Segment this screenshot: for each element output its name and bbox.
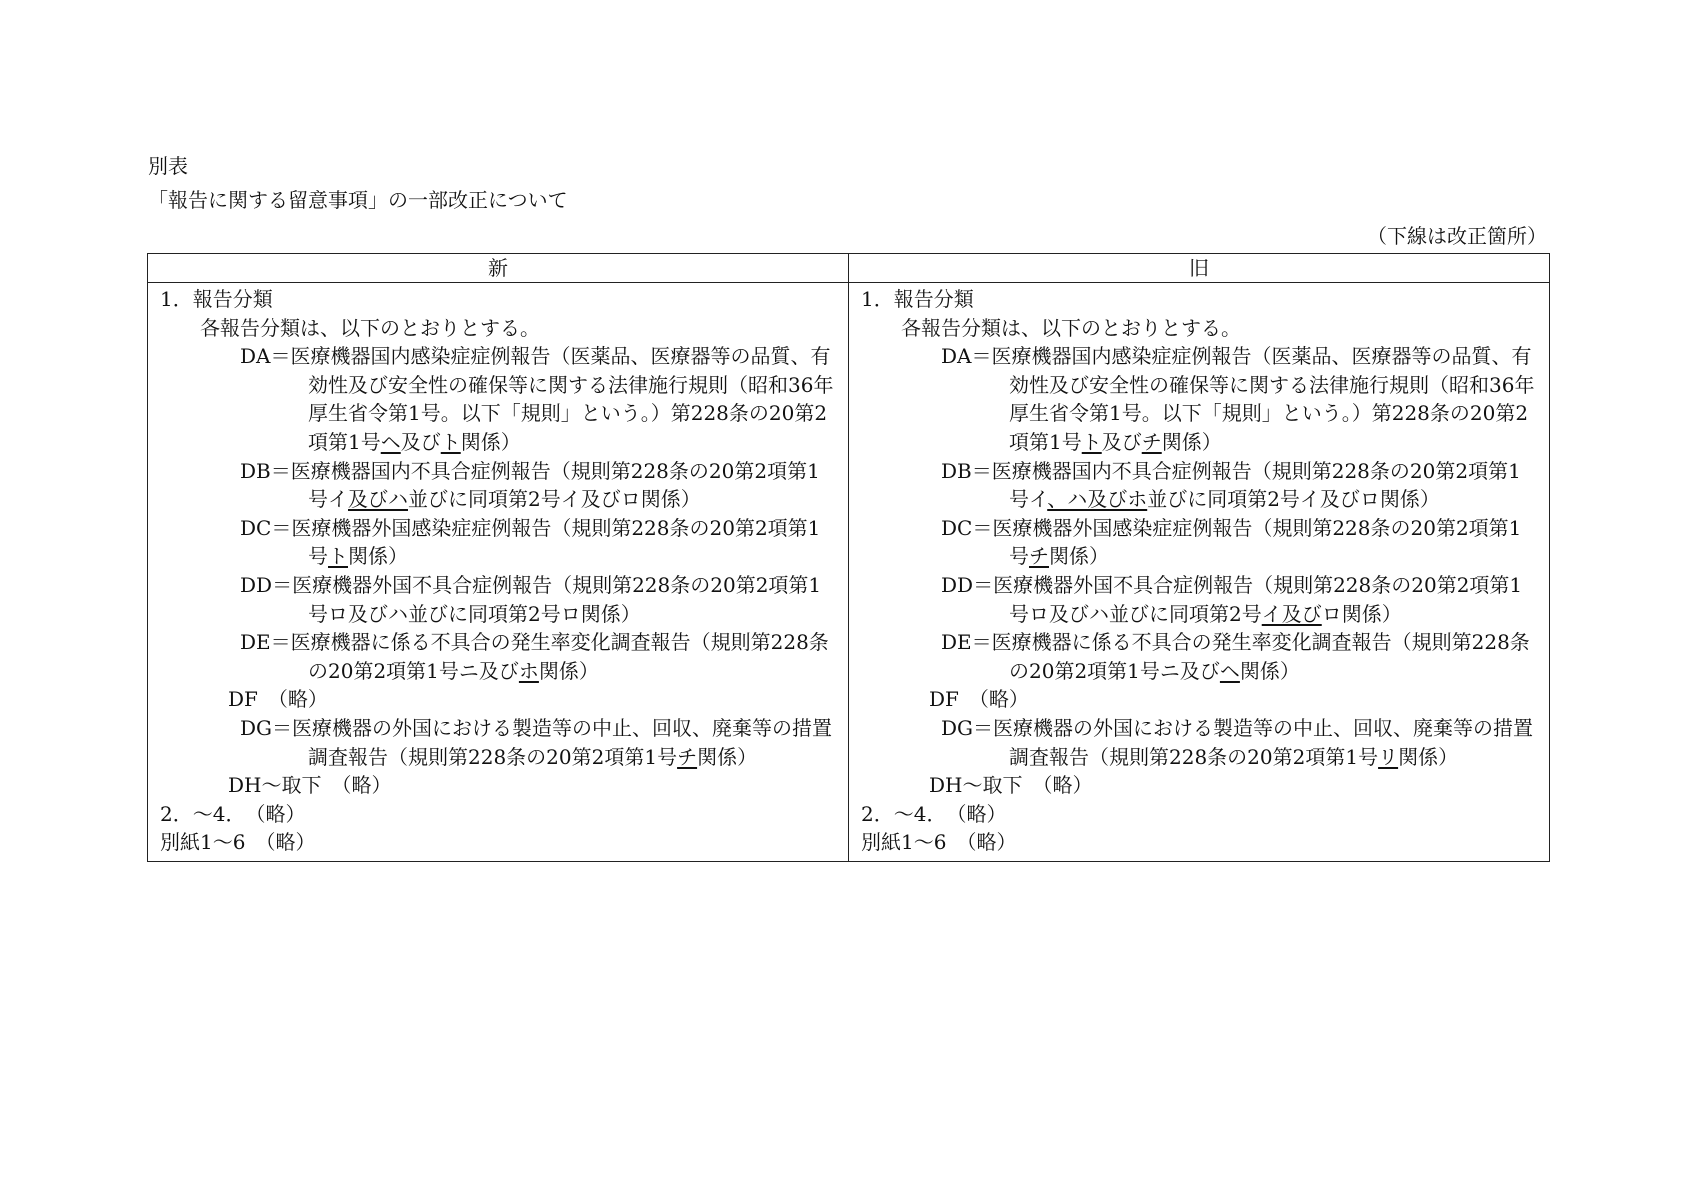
entry-text: DH～取下 （略）	[228, 773, 392, 798]
underlined-revision: ト	[1081, 429, 1102, 454]
entry-text: DE＝医療機器に係る不具合の発生率変化調査報告（規則第228条の20第2項第1号ニ及び	[240, 630, 829, 683]
new-entry	[160, 800, 838, 829]
entry-text: 各報告分類は、以下のとおりとする。	[901, 315, 1241, 340]
old-entry	[861, 771, 1539, 800]
old-entry	[861, 828, 1539, 857]
column-header-old: 旧	[849, 254, 1550, 283]
entry-text: 関係）	[1161, 429, 1222, 454]
entry-text: 関係）	[697, 744, 758, 769]
old-entry	[861, 571, 1539, 628]
entry-text: 1．報告分類	[861, 287, 974, 311]
new-entry	[160, 571, 838, 628]
entry-text: DF （略）	[228, 687, 328, 712]
underlined-revision: ヘ	[1219, 658, 1240, 683]
new-entry	[160, 314, 838, 343]
old-entry	[861, 800, 1539, 829]
entry-text: ロ関係）	[1321, 601, 1402, 626]
entry-text: DC＝医療機器外国感染症症例報告（規則第228条の20第2項第1号	[240, 515, 821, 569]
old-entry	[861, 714, 1539, 771]
new-entry	[160, 457, 838, 514]
new-entry	[160, 628, 838, 685]
underlined-revision: チ	[1029, 544, 1049, 569]
entry-text: 並びに同項第2号イ及びロ関係）	[408, 487, 701, 512]
entry-text: DH～取下 （略）	[929, 773, 1093, 798]
underlined-revision: チ	[1141, 429, 1162, 454]
new-entry	[160, 828, 838, 857]
entry-text: 別紙1～6 （略）	[861, 830, 1017, 855]
old-entry	[861, 628, 1539, 685]
new-entry	[160, 771, 838, 800]
entry-text: DC＝医療機器外国感染症症例報告（規則第228条の20第2項第1号	[941, 515, 1522, 569]
entry-text: 2．～4． （略）	[160, 801, 306, 826]
table-body-row	[148, 283, 1550, 862]
entry-text: 2．～4． （略）	[861, 801, 1007, 826]
new-text-cell	[148, 283, 849, 862]
new-entries	[160, 285, 838, 857]
entry-text: DB＝医療機器国内不具合症例報告（規則第228条の20第2項第1号イ	[941, 458, 1521, 512]
entry-text: DG＝医療機器の外国における製造等の中止、回収、廃棄等の措置調査報告（規則第228条の20第2項第1号	[240, 715, 833, 769]
entry-text: 別紙1～6 （略）	[160, 830, 316, 855]
entry-text: DE＝医療機器に係る不具合の発生率変化調査報告（規則第228条の20第2項第1号ニ及び	[941, 630, 1530, 683]
entry-text: DG＝医療機器の外国における製造等の中止、回収、廃棄等の措置調査報告（規則第228条の20第2項第1号	[941, 715, 1534, 769]
underlined-revision: ヘ	[380, 429, 401, 454]
document-label: 別表	[148, 154, 188, 178]
new-entry	[160, 685, 838, 714]
entry-text: 関係）	[1239, 658, 1300, 683]
old-text-cell	[849, 283, 1550, 862]
entry-text: DA＝医療機器国内感染症症例報告（医薬品、医療器等の品質、有効性及び安全性の確保等に関する法律施行規則（昭和36年厚生省令第1号。以下「規則」という。）第228条の20第2項第1号	[941, 344, 1535, 454]
underlined-revision: イ及び	[1261, 601, 1322, 626]
entry-text: DF （略）	[929, 687, 1029, 712]
old-entry	[861, 514, 1539, 571]
entry-text: 及び	[400, 429, 441, 454]
new-entry	[160, 714, 838, 771]
entry-text: DB＝医療機器国内不具合症例報告（規則第228条の20第2項第1号イ	[240, 458, 820, 512]
old-entry	[861, 314, 1539, 343]
entry-text: 各報告分類は、以下のとおりとする。	[200, 315, 540, 340]
underlined-revision: チ	[677, 744, 698, 769]
table-header-row	[148, 254, 1550, 283]
underlined-revision: ホ	[518, 658, 539, 683]
underlined-revision: リ	[1378, 744, 1399, 769]
entry-text: DD＝医療機器外国不具合症例報告（規則第228条の20第2項第1号ロ及びハ並びに同項第2号	[941, 572, 1523, 626]
column-header-new: 新	[148, 254, 849, 283]
underlined-revision: ト	[328, 544, 348, 569]
underlined-revision: ト	[440, 429, 461, 454]
old-entry	[861, 285, 1539, 314]
new-entry	[160, 285, 838, 314]
comparison-table	[147, 253, 1550, 862]
entry-text: 関係）	[538, 658, 599, 683]
entry-text: 及び	[1101, 429, 1142, 454]
document-title: 「報告に関する留意事項」の一部改正について	[148, 188, 568, 212]
old-entries	[861, 285, 1539, 857]
underline-note: （下線は改正箇所）	[1367, 224, 1547, 248]
new-entry	[160, 342, 838, 456]
underlined-revision: 及びハ	[348, 487, 408, 512]
entry-text: 1．報告分類	[160, 287, 273, 311]
entry-text: DD＝医療機器外国不具合症例報告（規則第228条の20第2項第1号ロ及びハ並びに同項第2号ロ関係）	[240, 572, 822, 626]
entry-text: 並びに同項第2号イ及びロ関係）	[1147, 487, 1440, 512]
entry-text: 関係）	[1398, 744, 1459, 769]
entry-text: DA＝医療機器国内感染症症例報告（医薬品、医療器等の品質、有効性及び安全性の確保等に関する法律施行規則（昭和36年厚生省令第1号。以下「規則」という。）第228条の20第2項第1号	[240, 344, 834, 454]
entry-text: 関係）	[1049, 544, 1109, 569]
underlined-revision: 、ハ及びホ	[1047, 487, 1148, 512]
old-entry	[861, 457, 1539, 514]
old-entry	[861, 342, 1539, 456]
old-entry	[861, 685, 1539, 714]
entry-text: 関係）	[348, 544, 408, 569]
new-entry	[160, 514, 838, 571]
entry-text: 関係）	[460, 429, 521, 454]
